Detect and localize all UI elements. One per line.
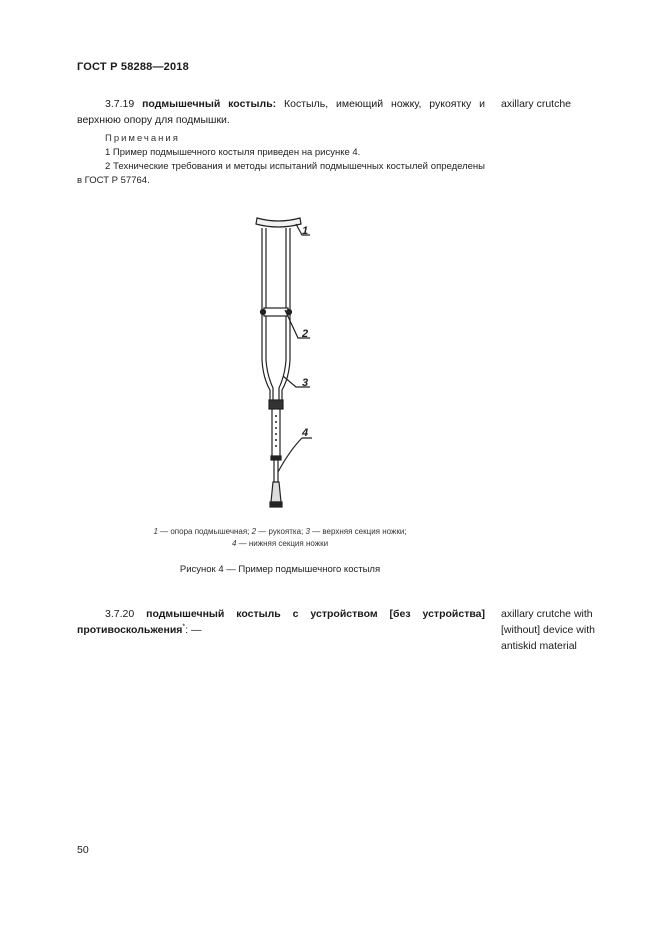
document-header: ГОСТ Р 58288—2018 <box>77 61 189 73</box>
term-name: подмышечный костыль: <box>142 98 277 110</box>
figure-caption: Рисунок 4 — Пример подмышечного костыля <box>179 564 381 575</box>
figure-legend-line1: 1 — опора подмышечная; 2 — рукоятка; 3 — верхняя секция ножки; <box>153 527 407 536</box>
footnote-marker: * <box>182 623 186 631</box>
note-1: 1 Пример подмышечного костыля приведен на рисунке 4. <box>105 147 361 158</box>
notes-title: Примечания <box>105 133 180 144</box>
term-number: 3.7.19 <box>105 98 135 110</box>
callout-1: 1 <box>302 225 309 237</box>
crutch-handle <box>264 308 288 316</box>
callout-4: 4 <box>302 427 309 439</box>
term-english-3-7-20: axillary crutche with [without] device with antiskid material <box>501 608 595 652</box>
note-2: 2 Технические требования и методы испытаний подмышечных костылей определены в ГОСТ Р 57764. <box>77 161 485 186</box>
term-number: 3.7.20 <box>105 608 135 620</box>
callout-2: 2 <box>302 328 309 340</box>
leader-4 <box>278 438 312 472</box>
crutch-figure <box>230 210 330 520</box>
term-name: подмышечный костыль с устройством [без устройства] противоскольжения <box>77 608 485 636</box>
term-3-7-20: 3.7.20 подмышечный костыль с устройством [без устройства] противоскольжения*: — <box>77 608 485 636</box>
page-number: 50 <box>77 844 89 856</box>
figure-legend-line2: 4 — нижняя секция ножки <box>231 539 329 548</box>
armpit-pad <box>256 218 301 227</box>
term-english-3-7-19: axillary crutche <box>501 98 572 110</box>
leg-clamp <box>269 400 283 409</box>
term-3-7-19 <box>77 96 485 128</box>
rubber-tip <box>271 482 281 502</box>
term-definition: Костыль, имеющий ножку, рукоятку и верхнюю опору для подмышки. <box>77 98 486 126</box>
callout-3: 3 <box>302 377 309 389</box>
